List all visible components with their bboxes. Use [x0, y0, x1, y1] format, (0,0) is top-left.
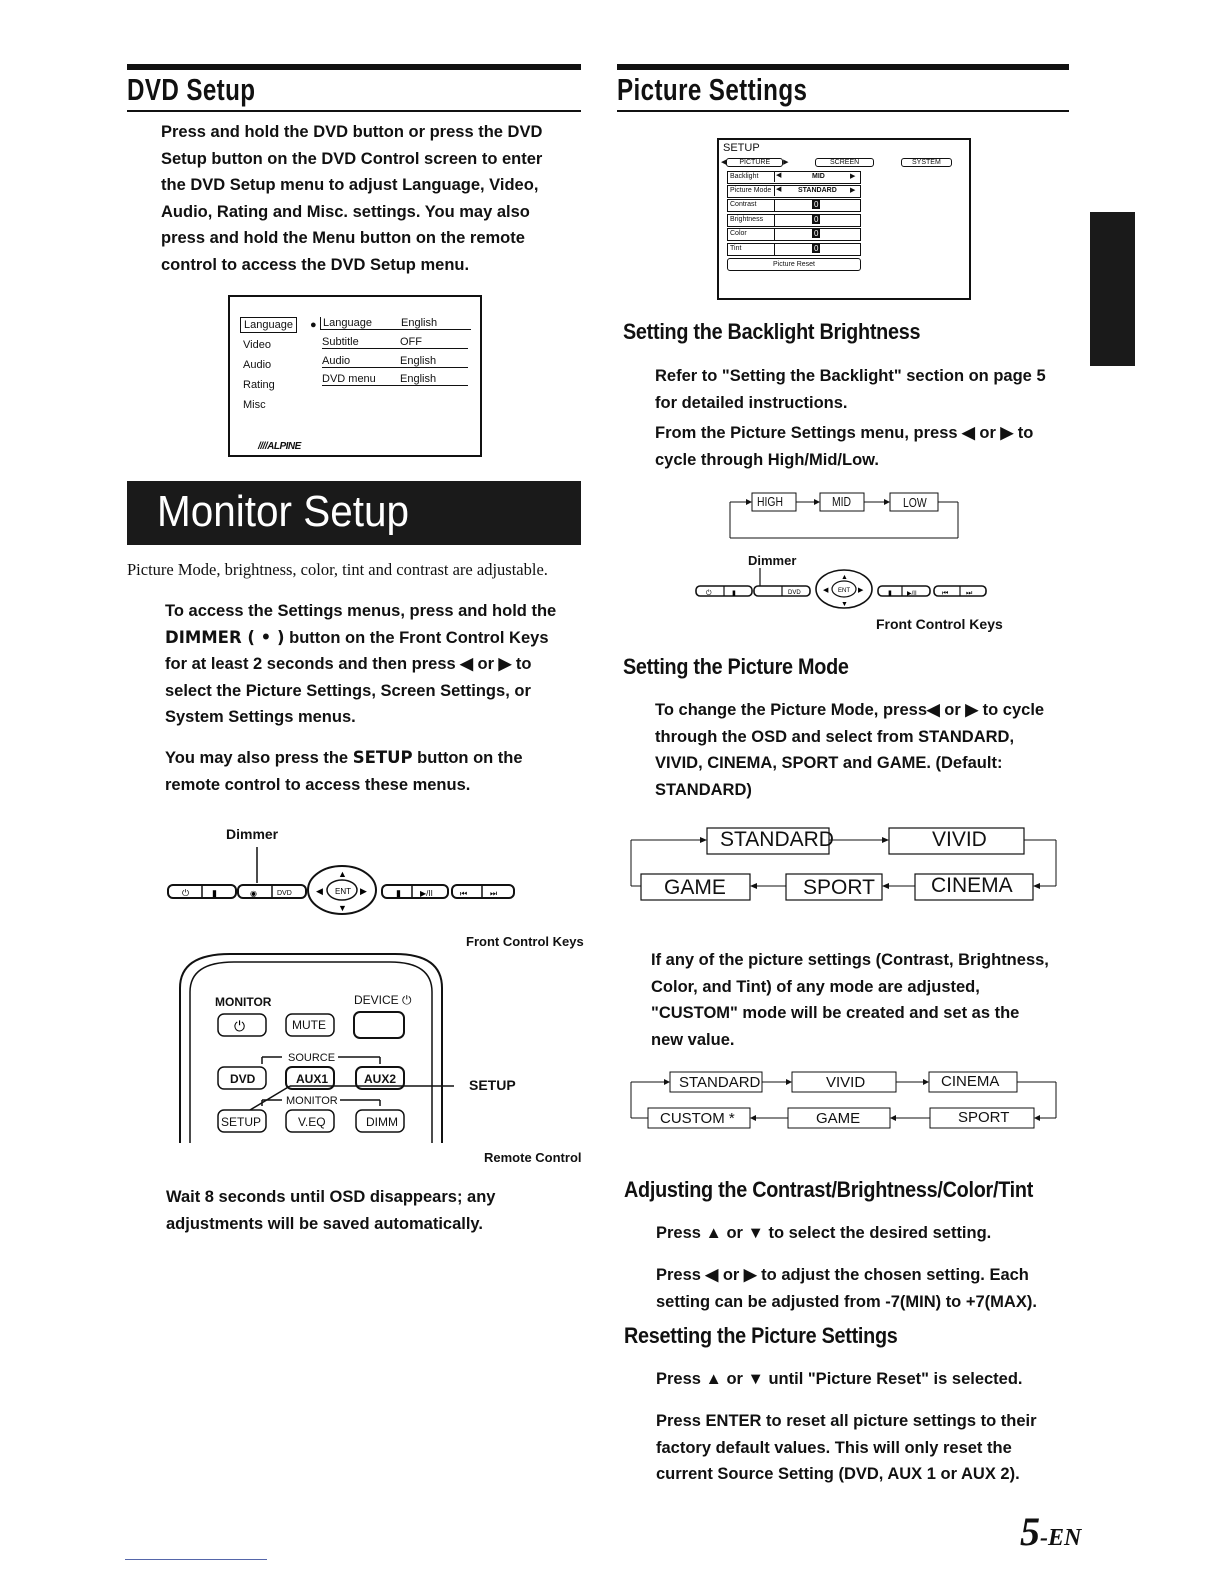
mode-game: GAME — [664, 876, 726, 899]
text-line: STANDARD) — [655, 780, 752, 799]
text-line: "CUSTOM" mode will be created and set as the — [651, 1004, 1020, 1022]
text-line: Setup button on the DVD Control screen to enter — [161, 149, 543, 168]
svg-text:⏮: ⏮ — [942, 590, 949, 597]
menu-category-video: Video — [243, 339, 271, 351]
mode2-sport: SPORT — [958, 1109, 1010, 1126]
remote-control-caption: Remote Control — [484, 1150, 582, 1165]
text-line: To access the Settings menus, press and hold the — [165, 602, 557, 620]
remote-mute-button: MUTE — [292, 1018, 326, 1032]
mode-vivid: VIVID — [932, 828, 987, 851]
remote-veq-button: V.EQ — [298, 1115, 326, 1129]
dimmer-label: Dimmer — [226, 826, 279, 842]
svg-text:▶/II: ▶/II — [420, 889, 433, 898]
remote-monitor2-label: MONITOR — [286, 1095, 338, 1107]
menu-category-misc: Misc — [243, 399, 266, 411]
text-line: System Settings menus. — [165, 708, 356, 726]
osd-setup-label: SETUP — [723, 142, 760, 154]
adjusting-paragraph-1: Press ▲ or ▼ to select the desired setting. — [656, 1224, 992, 1242]
svg-text:DVD: DVD — [788, 590, 801, 596]
resetting-paragraph-2 — [656, 1408, 1037, 1488]
mode-standard: STANDARD — [720, 828, 834, 851]
osd-tab-picture: ◀ PICTURE ▶ — [721, 159, 789, 166]
svg-text:▶: ▶ — [360, 886, 367, 896]
picture-settings-header — [617, 64, 1069, 112]
osd-row-backlight: Backlight ◀ MID ▶ — [727, 171, 861, 184]
adjusting-paragraph-2 — [656, 1262, 1037, 1315]
svg-text:▮: ▮ — [212, 888, 217, 898]
text-line: Press ◀ or ▶ to adjust the chosen setting. Each — [656, 1266, 1029, 1284]
text-line: If any of the picture settings (Contrast, Brightness, — [651, 951, 1049, 969]
mode2-game: GAME — [816, 1110, 861, 1127]
text-line: new value. — [651, 1030, 735, 1049]
menu-category-language: Language — [240, 317, 297, 333]
osd-row-brightness: Brightness 0 — [727, 214, 861, 227]
svg-text:⏭: ⏭ — [966, 590, 973, 597]
picture-mode-heading: Setting the Picture Mode — [623, 654, 849, 679]
backlight-high: HIGH — [757, 494, 783, 509]
selected-dot-icon: ● — [310, 319, 317, 331]
svg-text:◉: ◉ — [250, 889, 257, 898]
osd-tab-screen: SCREEN — [815, 158, 874, 167]
svg-text:▮: ▮ — [732, 590, 736, 597]
svg-text:▼: ▼ — [841, 601, 848, 608]
monitor-setup-intro: Picture Mode, brightness, color, tint and contrast are adjustable. — [127, 560, 548, 579]
svg-text:◀: ◀ — [316, 886, 323, 896]
backlight-dimmer-label: Dimmer — [748, 553, 797, 568]
text-line: for at least 2 seconds and then press ◀ or ▶ to — [165, 655, 532, 673]
adjusting-heading: Adjusting the Contrast/Brightness/Color/Tint — [624, 1177, 1034, 1202]
alpine-logo: ////ALPINE — [258, 441, 301, 452]
backlight-paragraph-1 — [655, 363, 1046, 416]
page-number: 5-EN — [1020, 1509, 1082, 1554]
svg-text:⏻: ⏻ — [234, 1018, 246, 1034]
mode2-vivid: VIVID — [826, 1074, 866, 1091]
remote-dvd-button: DVD — [230, 1072, 256, 1086]
svg-text:▮: ▮ — [888, 590, 892, 597]
monitor-setup-paragraph-2 — [165, 745, 523, 798]
mode-cinema: CINEMA — [931, 874, 1013, 897]
remote-setup-callout: SETUP — [469, 1077, 516, 1093]
picture-mode-paragraph-2 — [651, 947, 1049, 1053]
text-line: Press and hold the DVD button or press the DVD — [161, 123, 543, 141]
monitor-setup-banner — [127, 481, 581, 545]
text-line: Press ENTER to reset all picture settings to their — [656, 1412, 1037, 1430]
backlight-paragraph-2 — [655, 420, 1033, 473]
svg-text:ENT: ENT — [335, 887, 351, 896]
text-line: factory default values. This will only reset the — [656, 1438, 1012, 1457]
svg-text:▶: ▶ — [858, 587, 864, 594]
text-line: setting can be adjusted from -7(MIN) to +7(MAX). — [656, 1292, 1037, 1311]
menu-category-rating: Rating — [243, 379, 275, 391]
svg-text:⏮: ⏮ — [460, 889, 468, 898]
picture-mode-paragraph-1 — [655, 697, 1044, 803]
mode2-custom: CUSTOM * — [660, 1110, 735, 1127]
text-line: Audio, Rating and Misc. settings. You may also — [161, 202, 530, 221]
text-line: cycle through High/Mid/Low. — [655, 450, 879, 469]
wait-paragraph — [166, 1184, 495, 1237]
remote-monitor-label: MONITOR — [215, 995, 272, 1009]
picture-settings-title: Picture Settings — [617, 72, 808, 107]
osd-row-picture-mode: Picture Mode ◀ STANDARD ▶ — [727, 185, 861, 198]
remote-aux2-button: AUX2 — [364, 1072, 397, 1086]
osd-row-tint: Tint 0 — [727, 243, 861, 256]
text-line: control to access the DVD Setup menu. — [161, 255, 470, 274]
menu-category-audio: Audio — [243, 359, 272, 371]
picture-settings-osd — [717, 138, 971, 300]
osd-picture-reset: Picture Reset — [727, 258, 861, 271]
svg-text:▲: ▲ — [841, 574, 848, 581]
svg-text:▮: ▮ — [396, 888, 401, 898]
svg-text:⏻: ⏻ — [706, 590, 712, 597]
remote-setup-button: SETUP — [221, 1115, 262, 1129]
text-line: To change the Picture Mode, press◀ or ▶ to cycle — [655, 701, 1045, 719]
menu-row: Audio English — [322, 355, 468, 368]
svg-text:⏻: ⏻ — [182, 888, 190, 898]
dvd-setup-header — [127, 64, 581, 112]
mode2-standard: STANDARD — [679, 1074, 761, 1091]
front-control-keys-caption: Front Control Keys — [466, 934, 584, 949]
svg-text:▶/II: ▶/II — [907, 591, 917, 597]
mode-sport: SPORT — [803, 876, 875, 899]
svg-text:DVD: DVD — [277, 890, 292, 897]
front-control-keys-diagram — [160, 845, 530, 915]
svg-text:▲: ▲ — [338, 869, 347, 879]
svg-text:◀: ◀ — [823, 587, 829, 594]
backlight-low: LOW — [903, 495, 927, 510]
text-line: VIVID, CINEMA, SPORT and GAME. (Default: — [655, 754, 1003, 772]
dvd-setup-paragraph — [161, 119, 542, 278]
section-tab-marker — [1090, 212, 1135, 366]
text-line: From the Picture Settings menu, press ◀ or ▶ to — [655, 424, 1034, 442]
text-line: current Source Setting (DVD, AUX 1 or AUX 2). — [656, 1465, 1020, 1483]
remote-source-label: SOURCE — [288, 1052, 336, 1064]
monitor-setup-title: Monitor Setup — [157, 487, 410, 536]
footnote-rule — [125, 1559, 267, 1560]
text-line: DIMMER ( • ) button on the Front Control Keys — [165, 627, 549, 647]
remote-dimm-button: DIMM — [366, 1115, 398, 1129]
text-line: Wait 8 seconds until OSD disappears; any — [166, 1188, 496, 1206]
text-line: Color, and Tint) of any mode are adjusted, — [651, 977, 980, 996]
backlight-mid: MID — [832, 494, 852, 509]
text-line: You may also press the SETUP button on the — [165, 748, 523, 767]
text-line: select the Picture Settings, Screen Settings, or — [165, 681, 531, 700]
menu-row: Language English — [320, 317, 471, 330]
dvd-setup-title: DVD Setup — [127, 72, 256, 107]
backlight-front-keys-caption: Front Control Keys — [876, 616, 1003, 632]
mode2-cinema: CINEMA — [941, 1073, 1000, 1090]
dvd-setup-menu-screen — [228, 295, 482, 457]
svg-text:▼: ▼ — [338, 903, 347, 913]
monitor-setup-paragraph-1 — [165, 598, 556, 731]
text-line: remote control to access these menus. — [165, 775, 471, 794]
backlight-heading: Setting the Backlight Brightness — [623, 319, 921, 344]
osd-row-color: Color 0 — [727, 228, 861, 241]
text-line: the DVD Setup menu to adjust Language, Video, — [161, 176, 539, 194]
menu-row: DVD menu English — [322, 373, 468, 386]
resetting-paragraph-1: Press ▲ or ▼ until "Picture Reset" is selected. — [656, 1370, 1023, 1388]
backlight-front-keys-diagram — [690, 566, 990, 610]
remote-device-label: DEVICE ⏻ — [354, 993, 412, 1007]
menu-row: Subtitle OFF — [322, 336, 468, 349]
svg-text:ENT: ENT — [838, 588, 850, 594]
text-line: adjustments will be saved automatically. — [166, 1214, 483, 1233]
text-line: Refer to "Setting the Backlight" section on page 5 — [655, 367, 1046, 385]
osd-row-contrast: Contrast 0 — [727, 199, 861, 212]
osd-tab-system: SYSTEM — [901, 158, 952, 167]
resetting-heading: Resetting the Picture Settings — [624, 1323, 898, 1348]
svg-text:⏭: ⏭ — [490, 889, 498, 898]
text-line: press and hold the Menu button on the remote — [161, 229, 525, 247]
text-line: for detailed instructions. — [655, 393, 848, 412]
text-line: through the OSD and select from STANDARD, — [655, 727, 1015, 746]
remote-aux1-button: AUX1 — [296, 1072, 329, 1086]
